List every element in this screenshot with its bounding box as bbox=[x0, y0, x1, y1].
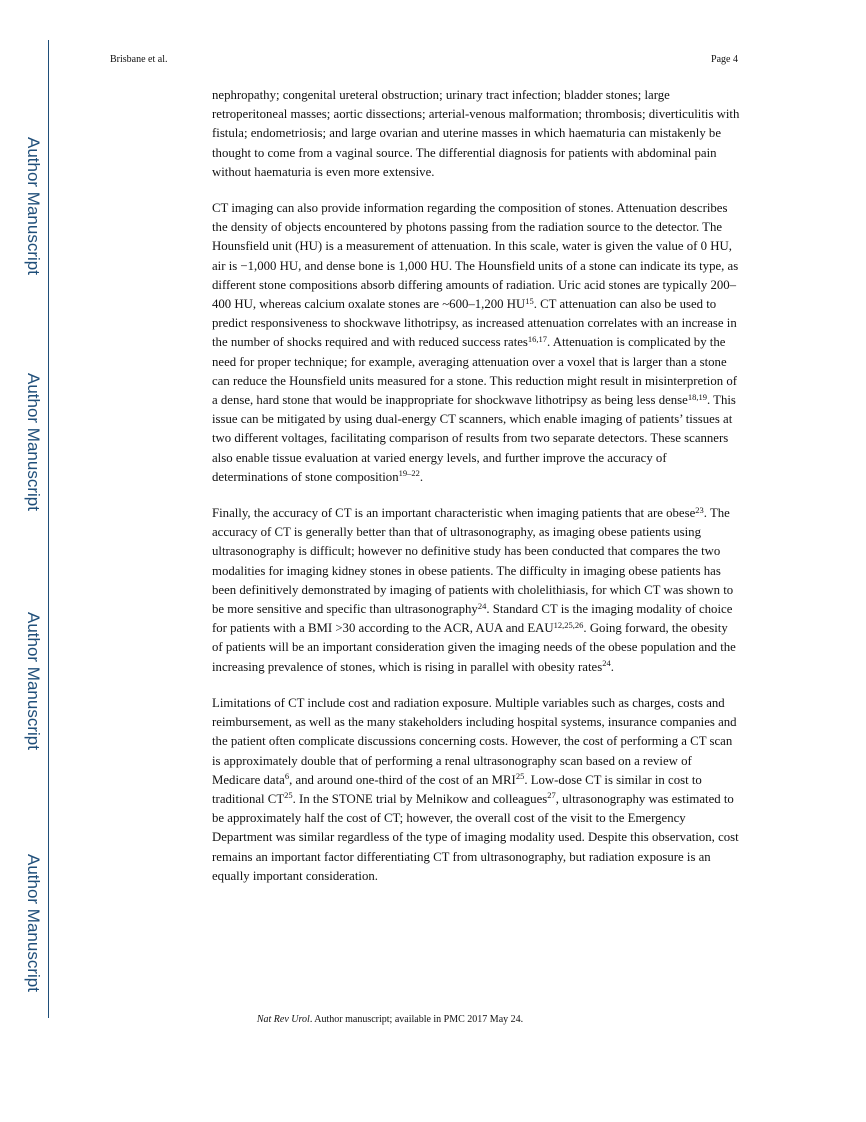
citation-ref: 16,17 bbox=[527, 333, 548, 344]
footer-text: . Author manuscript; available in PMC 2017 May 24. bbox=[309, 1014, 524, 1025]
citation-ref: 25 bbox=[284, 790, 293, 801]
footer bbox=[0, 1014, 780, 1025]
text-run: CT imaging can also provide information regarding the composition of stones. Attenuation describes the density of objects encountered by photons passing from the radiation source to the detector. The Hounsfield unit (HU) is a measurement of attenuation. In this scale, water is given the value of 0 HU, air is −1,000 HU, and dense bone is 1,000 HU. The Hounsfield units of a stone can indicate its type, as different stone compositions absorb differing amounts of radiation. Uric acid stones are typically 200–400 HU, whereas calcium oxalate stones are ~600–1,200 HU bbox=[212, 201, 739, 312]
text-run: . The accuracy of CT is generally better than that of ultrasonography, as imaging obese patients using ultrasonography is difficult; however no definitive study has been conducted that compares the two modalities for imaging kidney stones in obese patients. The difficulty in imaging obese patients has been definitively demonstrated by imaging of patients with cholelithiasis, for which CT was shown to be more sensitive and specific than ultrasonography bbox=[212, 506, 734, 617]
citation-ref: 12,25,26 bbox=[553, 619, 584, 630]
text-run: , and around one-third of the cost of an MRI bbox=[289, 772, 516, 787]
paragraph-2 bbox=[212, 199, 740, 487]
side-label-3: Author Manuscript bbox=[24, 612, 43, 750]
citation-ref: 6 bbox=[284, 771, 290, 782]
paragraph-4 bbox=[212, 694, 740, 886]
side-label-1: Author Manuscript bbox=[24, 137, 43, 275]
side-rule bbox=[48, 40, 49, 1018]
text-run: . Attenuation is complicated by the need for proper technique; for example, averaging attenuation over a voxel that is larger than a stone can reduce the Hounsfield units measured for a stone. This reduction might result in misinterpretion of a dense, hard stone that would be inappropriate for shockwave lithotripsy as being less dense bbox=[212, 335, 738, 408]
citation-ref: 24 bbox=[477, 600, 487, 611]
text-run: , ultrasonography was estimated to be approximately half the cost of CT; however, the overall cost of the visit to the Emergency Department was similar regardless of the type of imaging modality used. Despite this observation, cost remains an important factor differentiating CT from ultrasonography, but radiation exposure is an equally important consideration. bbox=[212, 791, 739, 883]
text-run: nephropathy; congenital ureteral obstruction; urinary tract infection; bladder stones; large retroperitoneal masses; aortic dissections; arterial-venous malformation; thrombosis; diverticulitis with fistula; endometriosis; and large ovarian and uterine masses in which haematuria can mistakenly be thought to come from a vaginal source. The differential diagnosis for patients with abdominal pain without haematuria is even more extensive. bbox=[212, 88, 740, 179]
citation-ref: 15 bbox=[525, 295, 534, 306]
text-run: . Low-dose CT is similar in cost to traditional CT bbox=[212, 772, 702, 806]
running-head-authors: Brisbane et al. bbox=[110, 54, 168, 65]
text-run: . Going forward, the obesity of patients will be an important consideration given the imaging needs of the obese population and the increasing prevalence of stones, which is rising in parallel with obesity rates bbox=[212, 621, 736, 674]
citation-ref: 24 bbox=[602, 658, 611, 669]
side-label-4: Author Manuscript bbox=[24, 854, 43, 992]
citation-ref: 27 bbox=[547, 790, 556, 801]
text-run: Finally, the accuracy of CT is an important characteristic when imaging patients that are obese bbox=[212, 506, 696, 521]
citation-ref: 25 bbox=[515, 771, 525, 782]
citation-ref: 18,19 bbox=[687, 391, 707, 402]
paragraph-1 bbox=[212, 86, 740, 182]
side-label-2: Author Manuscript bbox=[24, 373, 43, 511]
body-text bbox=[212, 86, 740, 903]
paragraph-3 bbox=[212, 504, 740, 677]
page-number: Page 4 bbox=[711, 54, 738, 65]
text-run: . bbox=[610, 659, 614, 674]
text-run: . This issue can be mitigated by using dual-energy CT scanners, which enable imaging of patients’ tissues at two different voltages, facilitating comparison of results from two separate detectors. These scanners also enable tissue evaluation at varied energy levels, and further improve the accuracy of determinations of stone composition bbox=[212, 393, 736, 484]
citation-ref: 23 bbox=[695, 504, 704, 515]
citation-ref: 19–22 bbox=[398, 468, 420, 479]
text-run: Limitations of CT include cost and radiation exposure. Multiple variables such as charges, costs and reimbursement, as well as the many stakeholders including hospital systems, insurance companies and the patient often complicate discussions concerning costs. However, the cost of performing a CT scan is approximately double that of performing a renal ultrasonography scan based on a review of Medicare data bbox=[212, 695, 737, 787]
journal-name: Nat Rev Urol bbox=[256, 1014, 310, 1025]
text-run: . CT attenuation can also be used to predict responsiveness to shockwave lithotripsy, as increased attenuation correlates with an increase in the number of shocks required and with reduced success rates bbox=[212, 297, 737, 350]
text-run: . In the STONE trial by Melnikow and colleagues bbox=[292, 791, 548, 806]
text-run: . bbox=[419, 469, 424, 484]
text-run: . Standard CT is the imaging modality of choice for patients with a BMI >30 according to the ACR, AUA and EAU bbox=[212, 602, 733, 636]
